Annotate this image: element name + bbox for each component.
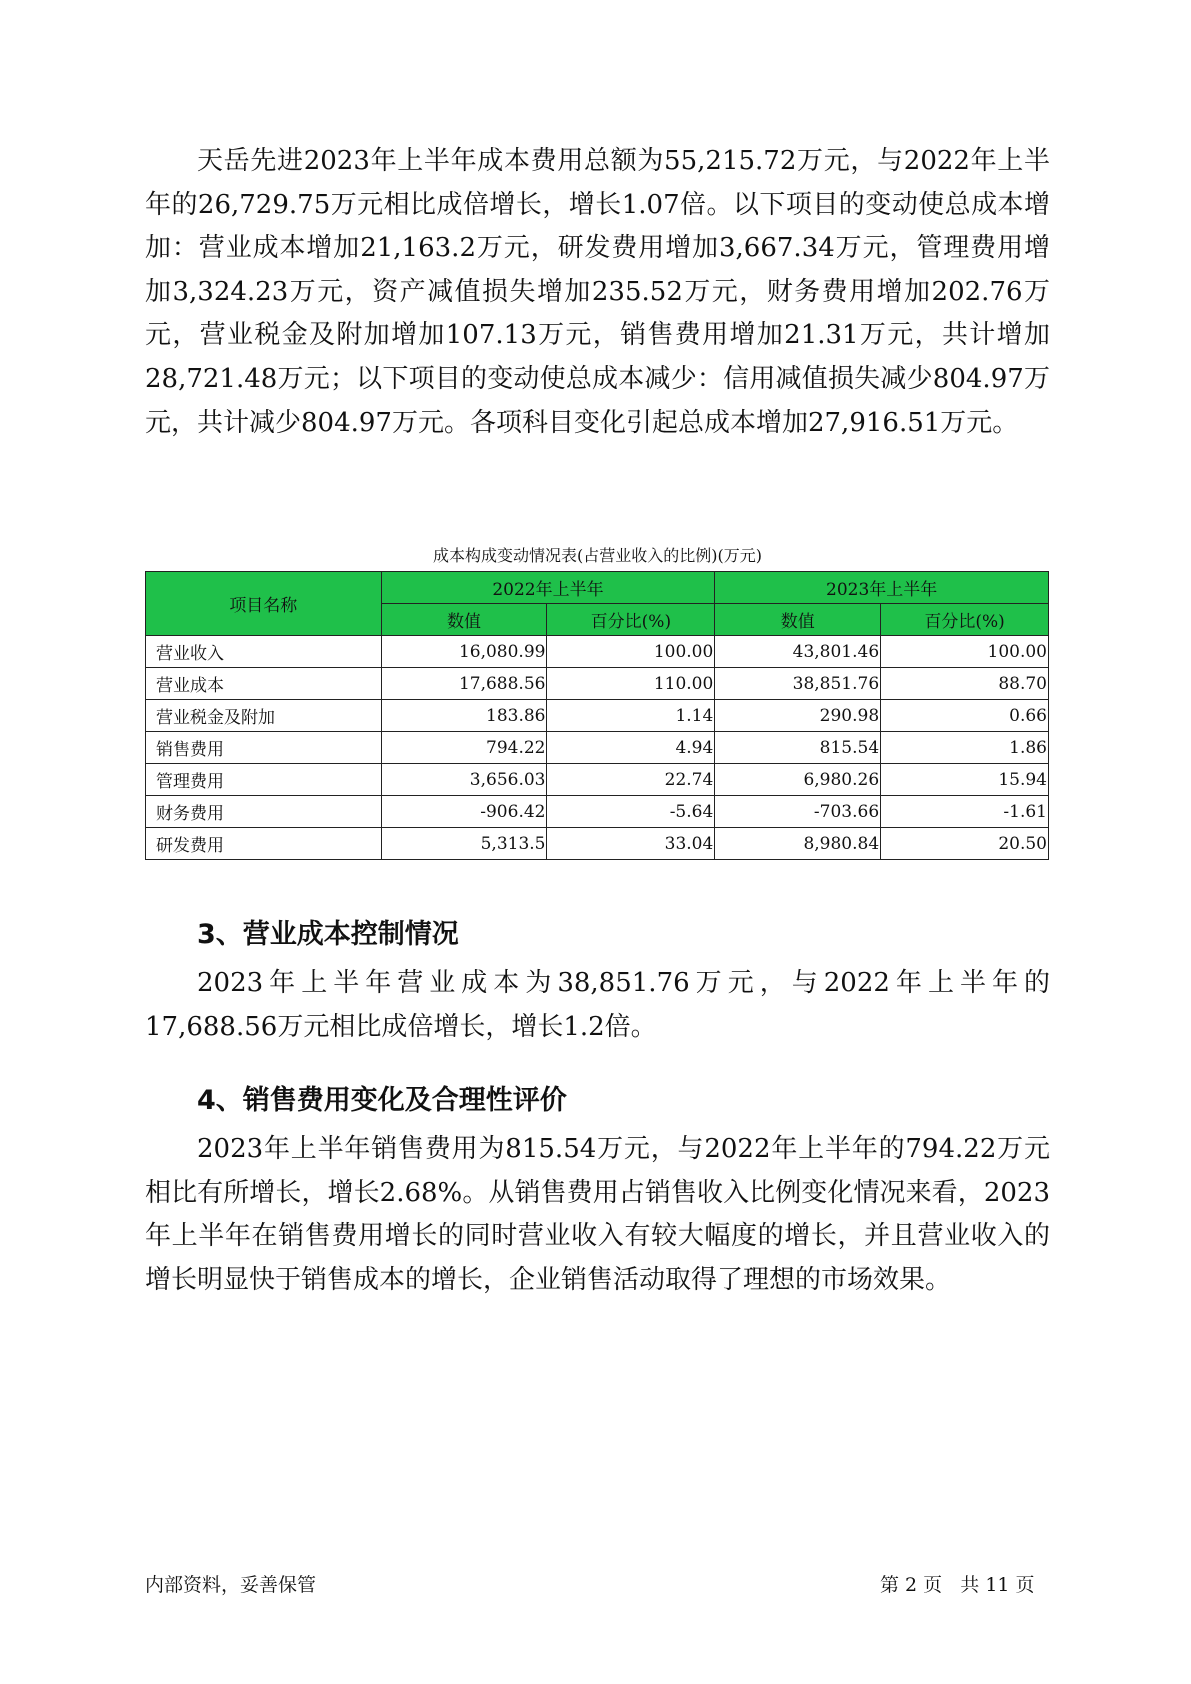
percent-2022: 100.00 [547, 636, 715, 668]
value-2023: -703.66 [715, 796, 881, 828]
table-row [146, 668, 1049, 700]
row-label: 财务费用 [146, 796, 382, 828]
footer-page-number: 第 2 页 共 11 页 [880, 1574, 1035, 1596]
value-2023: 290.98 [715, 700, 881, 732]
header-period-2023: 2023年上半年 [715, 572, 1049, 604]
table-caption: 成本构成变动情况表(占营业收入的比例)(万元) [433, 546, 762, 565]
percent-2023: 100.00 [881, 636, 1049, 668]
cost-structure-table [145, 571, 1049, 860]
header-period-2022: 2022年上半年 [381, 572, 715, 604]
value-2023: 6,980.26 [715, 764, 881, 796]
value-2023: 8,980.84 [715, 828, 881, 860]
value-2023: 815.54 [715, 732, 881, 764]
percent-2023: 1.86 [881, 732, 1049, 764]
paragraph-operating-cost: 2023年上半年营业成本为38,851.76万元，与2022年上半年的17,688.56万元相比成倍增长，增长1.2倍。 [145, 968, 1050, 1042]
value-2023: 43,801.46 [715, 636, 881, 668]
section-heading-4: 4、销售费用变化及合理性评价 [197, 1085, 567, 1116]
paragraph-sales-expense: 2023年上半年销售费用为815.54万元，与2022年上半年的794.22万元相比有所增长，增长2.68%。从销售费用占销售收入比例变化情况来看，2023年上半年在销售费用增长的同时营业收入有较大幅度的增长，并且营业收入的增长明显快于销售成本的增长，企业销售活动取得了理想的市场效果。 [145, 1134, 1050, 1295]
header-value-2022: 数值 [381, 604, 547, 636]
header-percent-2022: 百分比(%) [547, 604, 715, 636]
value-2022: 5,313.5 [381, 828, 547, 860]
table-row [146, 764, 1049, 796]
row-label: 营业收入 [146, 636, 382, 668]
percent-2023: 20.50 [881, 828, 1049, 860]
header-item-name: 项目名称 [146, 572, 382, 636]
table-row [146, 636, 1049, 668]
percent-2022: 33.04 [547, 828, 715, 860]
value-2022: -906.42 [381, 796, 547, 828]
percent-2022: -5.64 [547, 796, 715, 828]
table-row [146, 796, 1049, 828]
percent-2023: 88.70 [881, 668, 1049, 700]
paragraph-total-cost: 天岳先进2023年上半年成本费用总额为55,215.72万元，与2022年上半年的26,729.75万元相比成倍增长，增长1.07倍。以下项目的变动使总成本增加：营业成本增加21,163.2万元，研发费用增加3,667.34万元，管理费用增加3,324.23万元，资产减值损失增加235.52万元，财务费用增加202.76万元，营业税金及附加增加107.13万元，销售费用增加21.31万元，共计增加28,721.48万元；以下项目的变动使总成本减少：信用减值损失减少804.97万元，共计减少804.97万元。各项科目变化引起总成本增加27,916.51万元。 [145, 146, 1050, 438]
table-row [146, 828, 1049, 860]
percent-2023: -1.61 [881, 796, 1049, 828]
section-heading-3: 3、营业成本控制情况 [197, 919, 459, 950]
percent-2022: 110.00 [547, 668, 715, 700]
header-percent-2023: 百分比(%) [881, 604, 1049, 636]
value-2023: 38,851.76 [715, 668, 881, 700]
header-value-2023: 数值 [715, 604, 881, 636]
percent-2022: 22.74 [547, 764, 715, 796]
table-row [146, 732, 1049, 764]
value-2022: 16,080.99 [381, 636, 547, 668]
value-2022: 3,656.03 [381, 764, 547, 796]
row-label: 管理费用 [146, 764, 382, 796]
percent-2023: 15.94 [881, 764, 1049, 796]
value-2022: 17,688.56 [381, 668, 547, 700]
value-2022: 794.22 [381, 732, 547, 764]
row-label: 销售费用 [146, 732, 382, 764]
row-label: 营业成本 [146, 668, 382, 700]
percent-2022: 1.14 [547, 700, 715, 732]
footer-confidential-note: 内部资料，妥善保管 [145, 1574, 317, 1596]
percent-2022: 4.94 [547, 732, 715, 764]
value-2022: 183.86 [381, 700, 547, 732]
row-label: 营业税金及附加 [146, 700, 382, 732]
percent-2023: 0.66 [881, 700, 1049, 732]
table-row [146, 700, 1049, 732]
row-label: 研发费用 [146, 828, 382, 860]
